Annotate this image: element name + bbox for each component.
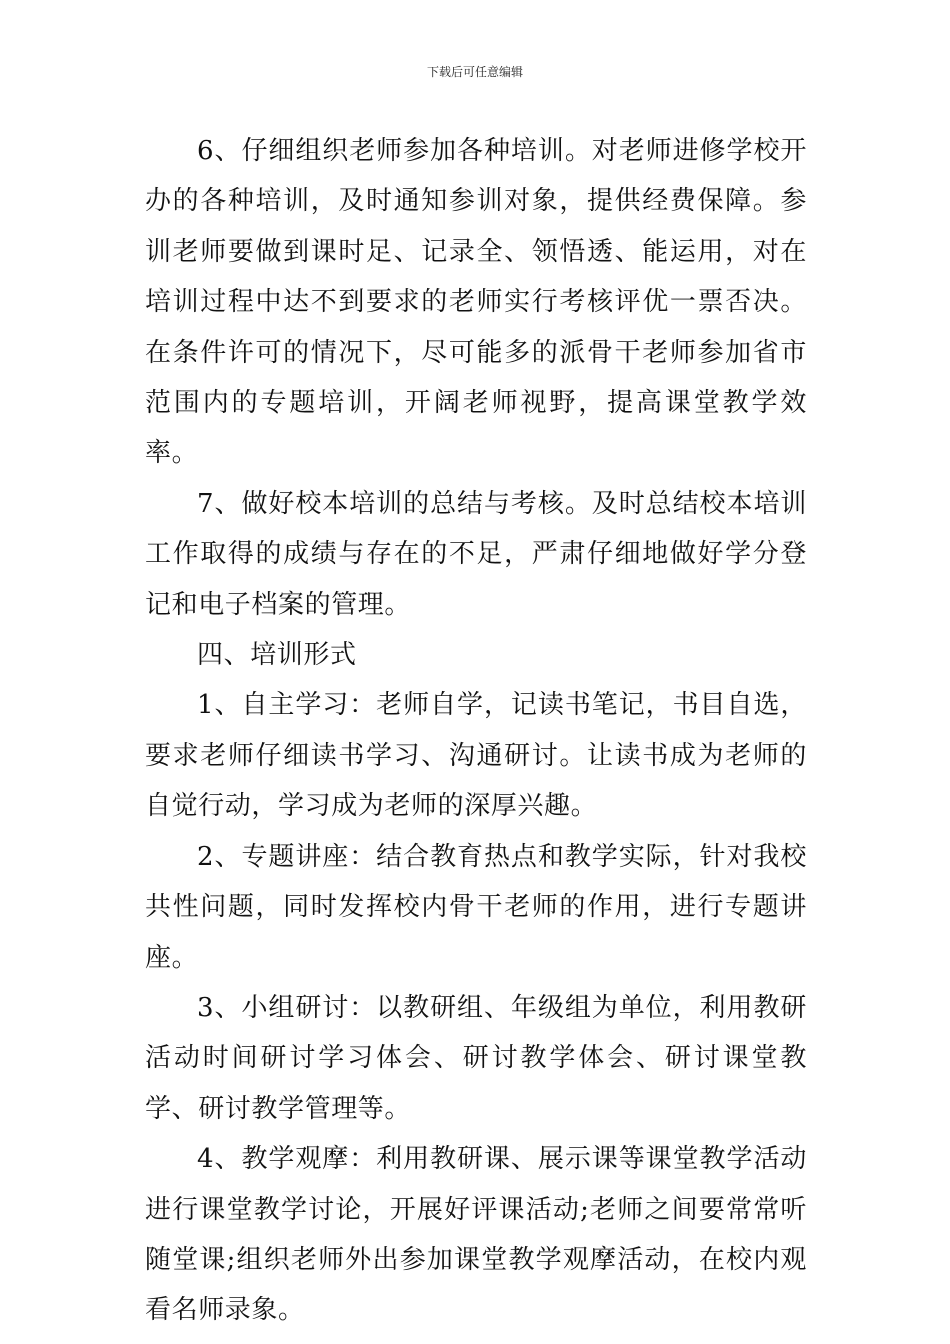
paragraph-item-6: 6、仔细组织老师参加各种培训。对老师进修学校开办的各种培训，及时通知参训对象，提供经费保障。参训老师要做到课时足、记录全、领悟透、能运用，对在培训过程中达不到要求的老师实行考核评优一票否决。在条件许可的情况下，尽可能多的派骨干老师参加省市范围内的专题培训，开阔老师视野，提高课堂教学效率。: [145, 136, 807, 469]
section-heading-training-forms: 四、培训形式: [197, 640, 357, 671]
paragraph-group-discussion: 3、小组研讨：以教研组、年级组为单位，利用教研活动时间研讨学习体会、研讨教学体会、研讨课堂教学、研讨教学管理等。: [145, 992, 807, 1124]
paragraph-teaching-observation: 4、教学观摩：利用教研课、展示课等课堂教学活动进行课堂教学讨论，开展好评课活动;老师之间要常常听随堂课;组织老师外出参加课堂教学观摩活动，在校内观看名师录象。: [145, 1144, 807, 1326]
document-body: [145, 126, 807, 1336]
paragraph-special-lectures: 2、专题讲座：结合教育热点和教学实际，针对我校共性问题，同时发挥校内骨干老师的作用，进行专题讲座。: [145, 841, 807, 973]
page-header-note: 下载后可任意编辑: [426, 65, 523, 79]
paragraph-self-study: 1、自主学习：老师自学，记读书笔记，书目自选，要求老师仔细读书学习、沟通研讨。让读书成为老师的自觉行动，学习成为老师的深厚兴趣。: [145, 690, 807, 822]
paragraph-item-7: 7、做好校本培训的总结与考核。及时总结校本培训工作取得的成绩与存在的不足，严肃仔细地做好学分登记和电子档案的管理。: [145, 488, 807, 620]
